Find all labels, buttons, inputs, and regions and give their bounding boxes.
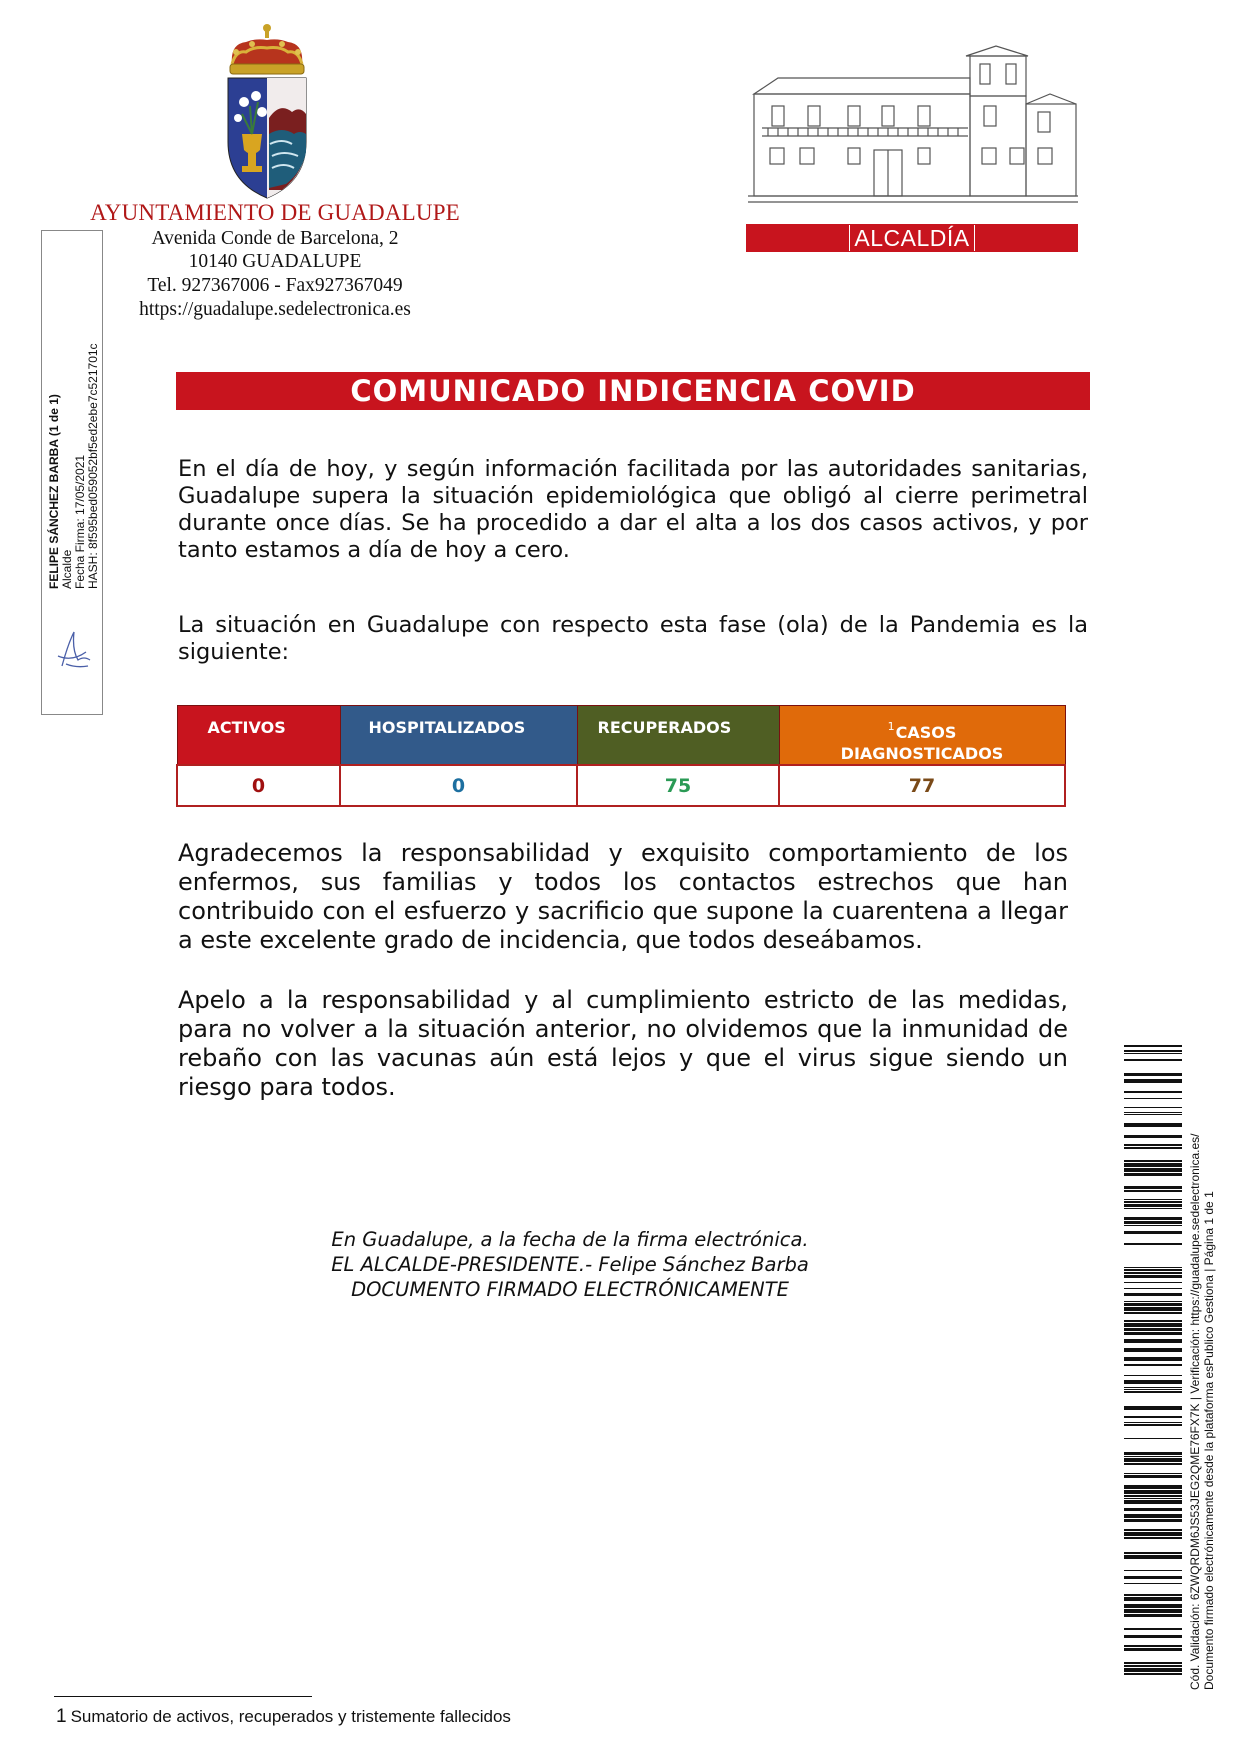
closing-signed-note: DOCUMENTO FIRMADO ELECTRÓNICAMENTE xyxy=(351,1278,789,1301)
header-casos-diagnosticados xyxy=(779,706,1065,766)
value-recuperados: 75 xyxy=(577,765,779,806)
footnote-text: Sumatorio de activos, recuperados y tristemente fallecidos xyxy=(70,1707,511,1726)
table-header-row xyxy=(177,706,1065,766)
organization-name: AYUNTAMIENTO DE GUADALUPE xyxy=(90,200,460,225)
footnote xyxy=(56,1706,511,1728)
signature-date: Fecha Firma: 17/05/2021 xyxy=(73,454,87,589)
header-casos-line1: CASOS xyxy=(895,723,957,742)
footnote-number: 1 xyxy=(56,1706,67,1727)
coat-of-arms-icon xyxy=(222,22,312,202)
value-activos: 0 xyxy=(177,765,340,806)
value-hospitalizados: 0 xyxy=(340,765,577,806)
verification-info xyxy=(1188,1134,1216,1691)
value-casos-diagnosticados: 77 xyxy=(779,765,1065,806)
paragraph-thanks: Agradecemos la responsabilidad y exquisito comportamiento de los enfermos, sus familias y todos los contactos estrechos que han contribuido con el esfuerzo y sacrificio que supone la cuarentena a llegar a este excelente grado de incidencia, que todos deseábamos. xyxy=(178,839,1068,954)
header-recuperados: RECUPERADOS xyxy=(577,706,779,766)
footnote-divider xyxy=(54,1696,312,1697)
signature-hash: HASH: 8f595bed059052bf5ed2ebe7c521701c xyxy=(86,343,100,589)
handwritten-signature-icon xyxy=(52,626,94,674)
paragraph-intro: En el día de hoy, y según información facilitada por las autoridades sanitarias, Guadalupe supera la situación epidemiológica que obligó al cierre perimetral durante once días. Se ha procedido a dar el alta a los dos casos activos, y por tanto estamos a día de hoy a cero. xyxy=(178,456,1088,563)
signer-name: FELIPE SÁNCHEZ BARBA (1 de 1) xyxy=(47,394,61,589)
department-label: ALCALDÍA xyxy=(746,224,1078,252)
closing-place-date: En Guadalupe, a la fecha de la firma electrónica. xyxy=(331,1228,809,1251)
document-title: COMUNICADO INDICENCIA COVID xyxy=(350,374,916,408)
table-row xyxy=(177,765,1065,806)
address-city: 10140 GUADALUPE xyxy=(188,251,362,272)
footnote-reference: 1 xyxy=(887,720,895,733)
address-street: Avenida Conde de Barcelona, 2 xyxy=(151,228,399,249)
website-link[interactable]: https://guadalupe.sedelectronica.es xyxy=(139,299,411,320)
platform-note: Documento firmado electrónicamente desde la plataforma esPublico Gestiona | Página 1 de 1 xyxy=(1202,1191,1216,1690)
paragraph-appeal: Apelo a la responsabilidad y al cumplimiento estricto de las medidas, para no volver a la situación anterior, no olvidemos que la inmunidad de rebaño con las vacunas aún está lejos y que el virus sigue siendo un riesgo para todos. xyxy=(178,986,1068,1101)
covid-status-table xyxy=(176,705,1066,807)
closing-signer: EL ALCALDE-PRESIDENTE.- Felipe Sánchez Barba xyxy=(331,1253,809,1276)
paragraph-situation: La situación en Guadalupe con respecto esta fase (ola) de la Pandemia es la siguiente: xyxy=(178,612,1088,665)
signer-role: Alcalde xyxy=(60,549,74,589)
header-casos-line2: DIAGNOSTICADOS xyxy=(840,744,1004,763)
validation-code: Cód. Validación: 6ZWQRDM6JS53JEG2QME76FX7K | Verificación: https://guadalupe.sedelectronica.es/ xyxy=(1188,1133,1202,1690)
header-hospitalizados: HOSPITALIZADOS xyxy=(340,706,577,766)
signature-details xyxy=(48,343,100,589)
barcode-icon xyxy=(1124,1045,1182,1687)
header-activos: ACTIVOS xyxy=(177,706,340,766)
phone-fax: Tel. 927367006 - Fax927367049 xyxy=(147,275,403,296)
town-hall-building-icon xyxy=(748,44,1078,204)
